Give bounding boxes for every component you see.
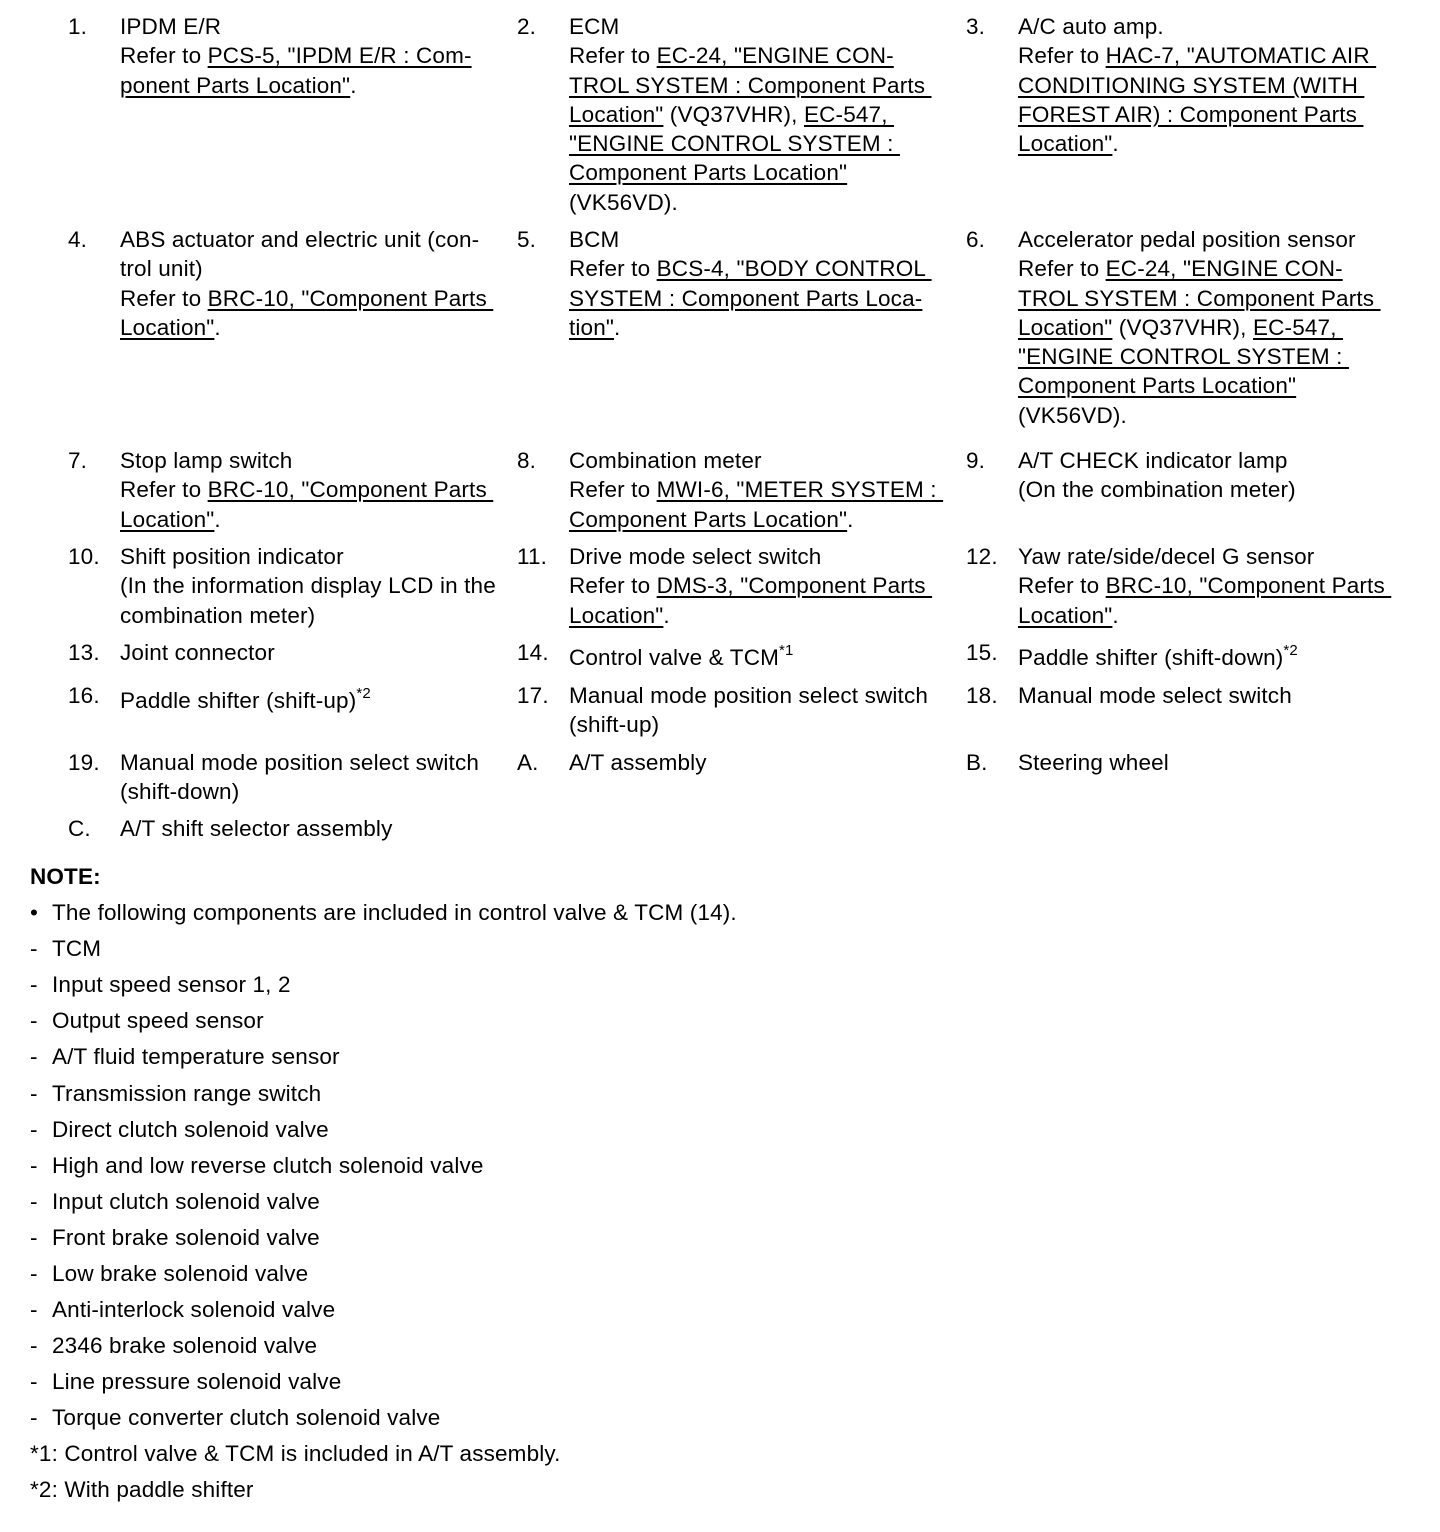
item-title: A/T shift selector assembly: [120, 816, 393, 841]
item-title: Drive mode select switch: [569, 544, 822, 569]
note-component-item: [30, 1403, 440, 1432]
item-text: [569, 681, 957, 740]
list-marker: -: [30, 936, 38, 962]
list-marker: -: [30, 1188, 38, 1214]
list-marker: -: [30, 1405, 38, 1431]
item-text: [569, 225, 957, 342]
note-component-item: [30, 1259, 308, 1288]
item-number: 16.: [68, 683, 100, 708]
item-number: 2.: [517, 14, 537, 39]
item-text: [1018, 225, 1406, 430]
item-line: [569, 100, 957, 129]
reference-link[interactable]: EC-24, "ENGINE CON-: [1105, 256, 1343, 282]
item-number: 18.: [966, 683, 998, 708]
item-number: 19.: [68, 750, 100, 775]
item-title: Joint connector: [120, 640, 275, 665]
item-line: [569, 41, 957, 70]
item-line: [120, 71, 508, 100]
item-title: A/C auto amp.: [1018, 14, 1164, 39]
text-segment: .: [847, 506, 854, 532]
item-line: [569, 601, 957, 630]
item-number: 5.: [517, 227, 537, 252]
item-line: [120, 41, 508, 70]
item-number: 9.: [966, 448, 986, 473]
item-line: [569, 188, 957, 217]
reference-link[interactable]: DMS-3, "Component Parts: [656, 573, 933, 599]
note-text: Input clutch solenoid valve: [52, 1188, 320, 1214]
note-text: High and low reverse clutch solenoid valve: [52, 1152, 484, 1178]
item-line: [1018, 71, 1406, 100]
item-number: 7.: [68, 448, 88, 473]
list-marker: •: [30, 900, 39, 925]
item-line: [1018, 401, 1406, 430]
text-segment: .: [350, 72, 357, 98]
text-segment: (shift-up): [569, 712, 660, 738]
note-bullet: [30, 898, 737, 927]
item-line: [569, 571, 957, 600]
reference-link[interactable]: Location": [1018, 602, 1113, 628]
item-title: IPDM E/R: [120, 14, 222, 39]
note-text: Output speed sensor: [52, 1008, 264, 1034]
reference-link[interactable]: SYSTEM : Component Parts Loca-: [569, 285, 923, 311]
reference-link[interactable]: MWI-6, "METER SYSTEM :: [656, 477, 944, 503]
item-line: [569, 129, 957, 158]
reference-link[interactable]: Component Parts Location": [569, 160, 848, 186]
text-segment: combination meter): [120, 602, 316, 628]
item-title: Shift position indicator: [120, 544, 344, 569]
note-text: A/T fluid temperature sensor: [52, 1044, 340, 1070]
item-line: [569, 71, 957, 100]
item-text: [120, 681, 508, 715]
reference-link[interactable]: ponent Parts Location": [120, 72, 351, 98]
note-component-item: [30, 934, 101, 963]
item-line: [569, 475, 957, 504]
reference-link[interactable]: Location": [569, 602, 664, 628]
text-segment: (VQ37VHR),: [663, 101, 804, 127]
reference-link[interactable]: "ENGINE CONTROL SYSTEM :: [569, 131, 900, 157]
item-number: 14.: [517, 640, 549, 665]
text-segment: Refer to: [1018, 573, 1106, 599]
item-title: Yaw rate/side/decel G sensor: [1018, 544, 1315, 569]
note-text: Line pressure solenoid valve: [52, 1369, 342, 1395]
text-segment: (VK56VD).: [1018, 402, 1127, 428]
item-line: [1018, 254, 1406, 283]
item-text: [569, 12, 957, 217]
item-text: [1018, 446, 1406, 505]
item-number: 11.: [517, 544, 548, 569]
note-text: Torque converter clutch solenoid valve: [52, 1405, 441, 1431]
item-line: [569, 254, 957, 283]
item-text: [1018, 542, 1406, 630]
item-line: [1018, 475, 1406, 504]
item-title: Control valve & TCM$^{*1}$: [569, 641, 794, 670]
note-component-item: [30, 970, 291, 999]
reference-link[interactable]: BRC-10, "Component Parts: [1105, 573, 1392, 599]
note-text: TCM: [52, 936, 102, 962]
footnote: *1: Control valve & TCM is included in A/T assembly.: [30, 1441, 561, 1466]
note-component-item: [30, 1223, 320, 1252]
text-segment: Refer to: [120, 285, 208, 311]
text-segment: (On the combination meter): [1018, 477, 1296, 503]
text-segment: Refer to: [569, 477, 657, 503]
item-title: ECM: [569, 14, 620, 39]
item-line: [1018, 571, 1406, 600]
item-number: 8.: [517, 448, 537, 473]
list-marker: -: [30, 972, 38, 998]
item-number: C.: [68, 816, 91, 841]
reference-link[interactable]: Location": [1018, 314, 1113, 340]
footnote-marker: *1: [779, 641, 794, 659]
text-segment: Refer to: [569, 43, 657, 69]
item-number: 15.: [966, 640, 998, 665]
list-marker: -: [30, 1297, 38, 1323]
text-segment: Refer to: [569, 256, 657, 282]
note-component-item: [30, 1042, 340, 1071]
reference-link[interactable]: PCS-5, "IPDM E/R : Com-: [207, 43, 472, 69]
item-number: 6.: [966, 227, 986, 252]
text-segment: Refer to: [120, 43, 208, 69]
item-line: [569, 710, 957, 739]
item-line: [1018, 601, 1406, 630]
item-number: 10.: [68, 544, 100, 569]
reference-link[interactable]: CONDITIONING SYSTEM (WITH: [1018, 72, 1365, 98]
text-segment: .: [663, 602, 670, 628]
reference-link[interactable]: Component Parts Location": [569, 506, 848, 532]
text-segment: (VQ37VHR),: [1112, 314, 1253, 340]
item-text: [569, 748, 957, 777]
item-title: BCM: [569, 227, 620, 252]
reference-link[interactable]: FOREST AIR) : Component Parts: [1018, 101, 1364, 127]
note-component-item: [30, 1006, 264, 1035]
item-text: [120, 748, 508, 807]
text-segment: (shift-down): [120, 779, 240, 805]
item-line: [1018, 100, 1406, 129]
reference-link[interactable]: HAC-7, "AUTOMATIC AIR: [1105, 43, 1377, 69]
item-number: 3.: [966, 14, 986, 39]
item-title: Manual mode position select switch: [120, 750, 480, 775]
item-title: A/T CHECK indicator lamp: [1018, 448, 1288, 473]
item-line: [569, 313, 957, 342]
item-title: Manual mode select switch: [1018, 683, 1292, 708]
reference-link[interactable]: EC-547,: [1253, 314, 1343, 340]
item-title: Manual mode position select switch: [569, 683, 929, 708]
list-marker: -: [30, 1152, 38, 1178]
note-text: Direct clutch solenoid valve: [52, 1116, 329, 1142]
item-number: 1.: [68, 14, 88, 39]
note-component-item: [30, 1079, 321, 1108]
footnote: *2: With paddle shifter: [30, 1477, 254, 1502]
item-line: [120, 505, 508, 534]
list-marker: -: [30, 1080, 38, 1106]
text-segment: Refer to: [120, 477, 208, 503]
item-title: Combination meter: [569, 448, 762, 473]
note-text: Input speed sensor 1, 2: [52, 972, 291, 998]
list-marker: -: [30, 1369, 38, 1395]
reference-link[interactable]: Location": [1018, 131, 1113, 157]
note-component-item: [30, 1295, 335, 1324]
item-line: [120, 601, 508, 630]
item-text: [569, 446, 957, 534]
item-line: [120, 313, 508, 342]
text-segment: Refer to: [569, 573, 657, 599]
item-line: [569, 284, 957, 313]
item-line: [120, 284, 508, 313]
list-marker: -: [30, 1044, 38, 1070]
item-text: [1018, 681, 1406, 710]
list-marker: -: [30, 1224, 38, 1250]
text-segment: .: [1112, 131, 1119, 157]
reference-link[interactable]: EC-24, "ENGINE CON-: [656, 43, 894, 69]
note-text: The following components are included in control valve & TCM (14).: [52, 900, 737, 925]
item-line: [569, 158, 957, 187]
item-text: [120, 542, 508, 630]
item-number: A.: [517, 750, 539, 775]
text-segment: .: [214, 314, 221, 340]
reference-link[interactable]: Location": [569, 101, 664, 127]
text-segment: Refer to: [1018, 256, 1106, 282]
item-text: [1018, 12, 1406, 158]
item-text: [120, 225, 508, 342]
reference-link[interactable]: tion": [569, 314, 615, 340]
list-marker: -: [30, 1333, 38, 1359]
text-segment: (VK56VD).: [569, 189, 678, 215]
text-segment: trol unit): [120, 256, 203, 282]
item-title: Paddle shifter (shift-up)$^{*2}$: [120, 684, 371, 713]
item-line: [1018, 129, 1406, 158]
item-text: [120, 446, 508, 534]
item-text: [120, 638, 508, 667]
item-line: [120, 475, 508, 504]
reference-link[interactable]: Component Parts Location": [1018, 373, 1297, 399]
item-text: [569, 638, 957, 672]
footnote-marker: *2: [1283, 641, 1298, 659]
text-segment: .: [214, 506, 221, 532]
note-component-item: [30, 1367, 341, 1396]
item-line: [1018, 313, 1406, 342]
list-marker: -: [30, 1008, 38, 1034]
note-text: 2346 brake solenoid valve: [52, 1333, 318, 1359]
item-title: Accelerator pedal position sensor: [1018, 227, 1356, 252]
item-title: ABS actuator and electric unit (con-: [120, 227, 480, 252]
reference-link[interactable]: BCS-4, "BODY CONTROL: [656, 256, 932, 282]
reference-link[interactable]: "ENGINE CONTROL SYSTEM :: [1018, 344, 1349, 370]
list-marker: -: [30, 1261, 38, 1286]
item-title: A/T assembly: [569, 750, 707, 775]
reference-link[interactable]: Location": [120, 314, 215, 340]
text-segment: (In the information display LCD in the: [120, 573, 496, 599]
item-number: 17.: [517, 683, 549, 708]
item-text: [569, 542, 957, 630]
note-component-item: [30, 1331, 317, 1360]
note-component-item: [30, 1115, 329, 1144]
note-text: Transmission range switch: [52, 1080, 322, 1106]
item-line: [1018, 284, 1406, 313]
item-line: [120, 254, 508, 283]
item-line: [569, 505, 957, 534]
note-title: NOTE:: [30, 864, 101, 889]
item-number: 13.: [68, 640, 100, 665]
item-title: Steering wheel: [1018, 750, 1169, 775]
note-component-item: [30, 1151, 484, 1180]
list-marker: -: [30, 1116, 38, 1142]
item-line: [120, 571, 508, 600]
note-component-item: [30, 1187, 320, 1216]
reference-link[interactable]: BRC-10, "Component Parts: [207, 285, 494, 311]
reference-link[interactable]: EC-547,: [804, 101, 894, 127]
text-segment: Refer to: [1018, 43, 1106, 69]
reference-link[interactable]: TROL SYSTEM : Component Parts: [569, 72, 932, 98]
reference-link[interactable]: BRC-10, "Component Parts: [207, 477, 494, 503]
note-text: Low brake solenoid valve: [52, 1261, 309, 1286]
item-title: Stop lamp switch: [120, 448, 293, 473]
item-text: [120, 12, 508, 100]
text-segment: .: [1112, 602, 1119, 628]
item-line: [1018, 371, 1406, 400]
item-line: [1018, 342, 1406, 371]
item-text: [1018, 748, 1406, 777]
reference-link[interactable]: Location": [120, 506, 215, 532]
footnote-marker: *2: [356, 684, 371, 702]
item-text: [120, 814, 508, 843]
item-line: [120, 777, 508, 806]
item-line: [1018, 41, 1406, 70]
item-text: [1018, 638, 1406, 672]
item-number: 4.: [68, 227, 88, 252]
item-title: Paddle shifter (shift-down)$^{*2}$: [1018, 641, 1298, 670]
item-number: B.: [966, 750, 988, 775]
text-segment: .: [614, 314, 621, 340]
note-text: Anti-interlock solenoid valve: [52, 1297, 336, 1323]
note-text: Front brake solenoid valve: [52, 1224, 320, 1250]
item-number: 12.: [966, 544, 998, 569]
reference-link[interactable]: TROL SYSTEM : Component Parts: [1018, 285, 1381, 311]
